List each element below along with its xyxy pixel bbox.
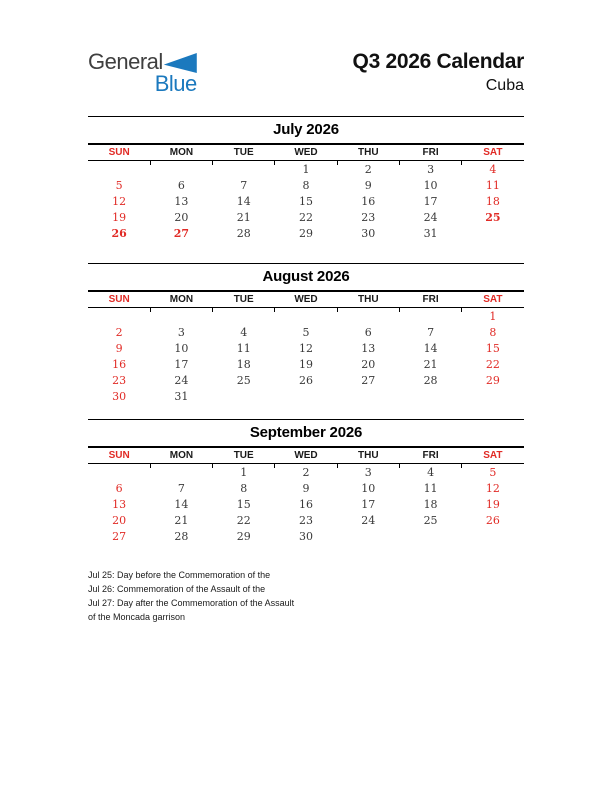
date-cell: 24 xyxy=(423,211,438,224)
column-tick xyxy=(212,161,213,165)
date-cell: 8 xyxy=(489,326,497,339)
date-cell: 1 xyxy=(240,466,248,479)
date-cell: 6 xyxy=(115,482,123,495)
date-cell: 7 xyxy=(177,482,185,495)
date-cell: 5 xyxy=(302,326,310,339)
holiday-note-line: Jul 27: Day after the Commemoration of the Assault xyxy=(88,598,295,608)
page-header xyxy=(88,50,524,95)
date-cell: 14 xyxy=(236,195,251,208)
date-cell: 10 xyxy=(423,179,438,192)
date-cell: 31 xyxy=(423,227,438,240)
date-cell: 21 xyxy=(174,514,189,527)
holiday-note-line: Jul 25: Day before the Commemoration of the xyxy=(88,570,271,580)
month-title: July 2026 xyxy=(88,116,524,143)
empty-cell xyxy=(462,389,524,405)
day-header-sat: SAT xyxy=(483,147,503,158)
holiday-note-line: Jul 26: Commemoration of the Assault of the xyxy=(88,584,266,594)
month-july-2026 xyxy=(88,116,524,242)
empty-cell xyxy=(399,529,461,545)
column-tick xyxy=(337,464,338,468)
column-tick xyxy=(461,161,462,165)
date-cell: 15 xyxy=(236,498,251,511)
date-cell: 22 xyxy=(485,358,500,371)
day-header-wed: WED xyxy=(294,294,318,305)
date-cell: 27 xyxy=(173,227,190,240)
date-cell: 18 xyxy=(485,195,500,208)
date-cell: 25 xyxy=(236,374,251,387)
date-cell: 29 xyxy=(485,374,500,387)
date-cell: 19 xyxy=(112,211,127,224)
date-cell: 5 xyxy=(115,179,123,192)
day-header-sun: SUN xyxy=(108,147,130,158)
empty-cell xyxy=(337,389,399,405)
date-cell: 20 xyxy=(174,211,189,224)
date-cell: 22 xyxy=(298,211,313,224)
date-grid xyxy=(88,308,524,405)
date-cell: 24 xyxy=(174,374,189,387)
logo-triangle-icon xyxy=(164,53,197,73)
date-cell: 18 xyxy=(423,498,438,511)
date-cell: 6 xyxy=(177,179,185,192)
column-tick xyxy=(337,308,338,312)
date-grid xyxy=(88,161,524,242)
date-cell: 3 xyxy=(427,163,435,176)
title-block xyxy=(353,50,524,95)
empty-cell xyxy=(275,389,337,405)
date-grid xyxy=(88,464,524,545)
date-cell: 8 xyxy=(302,179,310,192)
holiday-notes xyxy=(88,568,524,622)
date-cell: 26 xyxy=(298,374,313,387)
day-header-mon: MON xyxy=(169,450,194,461)
date-cell: 28 xyxy=(423,374,438,387)
column-tick xyxy=(399,464,400,468)
day-header-mon: MON xyxy=(169,294,194,305)
date-cell: 3 xyxy=(177,326,185,339)
column-tick xyxy=(212,308,213,312)
date-cell: 23 xyxy=(361,211,376,224)
day-header-thu: THU xyxy=(358,147,379,158)
date-cell: 28 xyxy=(174,530,189,543)
date-cell: 13 xyxy=(112,498,127,511)
date-cell: 26 xyxy=(111,227,127,240)
holiday-note-line-clipped: of the Moncada garrison xyxy=(88,612,186,622)
date-cell: 16 xyxy=(361,195,376,208)
empty-cell xyxy=(213,162,275,178)
date-cell: 17 xyxy=(423,195,438,208)
date-cell: 26 xyxy=(485,514,500,527)
empty-cell xyxy=(275,309,337,325)
date-cell: 22 xyxy=(236,514,251,527)
date-cell: 17 xyxy=(361,498,376,511)
date-cell: 16 xyxy=(298,498,313,511)
column-tick xyxy=(274,308,275,312)
general-blue-logo xyxy=(88,50,197,94)
page-subtitle: Cuba xyxy=(485,77,524,94)
day-header-tue: TUE xyxy=(233,450,254,461)
day-header-tue: TUE xyxy=(233,294,254,305)
day-header-fri: FRI xyxy=(422,147,439,158)
empty-cell xyxy=(88,465,150,481)
date-cell: 8 xyxy=(240,482,248,495)
date-cell: 7 xyxy=(240,179,248,192)
empty-cell xyxy=(150,465,212,481)
column-tick xyxy=(337,161,338,165)
date-cell: 14 xyxy=(423,342,438,355)
month-september-2026 xyxy=(88,419,524,545)
empty-cell xyxy=(88,309,150,325)
date-cell: 23 xyxy=(298,514,313,527)
column-tick xyxy=(274,161,275,165)
date-cell: 11 xyxy=(236,342,251,355)
date-cell: 4 xyxy=(240,326,248,339)
date-cell: 25 xyxy=(485,211,501,224)
date-cell: 4 xyxy=(489,163,497,176)
date-cell: 28 xyxy=(236,227,251,240)
column-tick xyxy=(399,161,400,165)
date-cell: 25 xyxy=(423,514,438,527)
day-header-sun: SUN xyxy=(108,450,130,461)
date-cell: 1 xyxy=(489,310,497,323)
date-cell: 11 xyxy=(423,482,438,495)
date-cell: 13 xyxy=(174,195,189,208)
empty-cell xyxy=(462,529,524,545)
column-tick xyxy=(150,161,151,165)
date-cell: 31 xyxy=(174,390,189,403)
date-cell: 12 xyxy=(298,342,313,355)
date-cell: 15 xyxy=(298,195,313,208)
day-header-mon: MON xyxy=(169,147,194,158)
column-tick xyxy=(150,308,151,312)
date-cell: 29 xyxy=(236,530,251,543)
date-cell: 13 xyxy=(361,342,376,355)
column-tick xyxy=(461,464,462,468)
date-cell: 20 xyxy=(361,358,376,371)
day-header-wed: WED xyxy=(294,147,318,158)
date-cell: 23 xyxy=(112,374,127,387)
column-tick xyxy=(399,308,400,312)
day-header-sat: SAT xyxy=(483,450,503,461)
date-cell: 17 xyxy=(174,358,189,371)
date-cell: 4 xyxy=(427,466,435,479)
logo-text-blue: Blue xyxy=(154,71,197,96)
date-cell: 2 xyxy=(115,326,123,339)
empty-cell xyxy=(88,162,150,178)
date-cell: 9 xyxy=(364,179,372,192)
day-header-thu: THU xyxy=(358,294,379,305)
empty-cell xyxy=(462,226,524,242)
day-of-week-header-row xyxy=(88,143,524,161)
date-cell: 12 xyxy=(485,482,500,495)
day-of-week-header-row xyxy=(88,290,524,308)
column-tick xyxy=(212,464,213,468)
date-cell: 9 xyxy=(302,482,310,495)
date-cell: 6 xyxy=(364,326,372,339)
date-cell: 2 xyxy=(364,163,372,176)
empty-cell xyxy=(150,162,212,178)
date-cell: 3 xyxy=(364,466,372,479)
date-cell: 14 xyxy=(174,498,189,511)
day-header-sun: SUN xyxy=(108,294,130,305)
empty-cell xyxy=(337,309,399,325)
empty-cell xyxy=(213,309,275,325)
page-title: Q3 2026 Calendar xyxy=(352,50,524,73)
empty-cell xyxy=(399,389,461,405)
date-cell: 30 xyxy=(361,227,376,240)
date-cell: 29 xyxy=(298,227,313,240)
empty-cell xyxy=(213,389,275,405)
date-cell: 30 xyxy=(298,530,313,543)
date-cell: 21 xyxy=(423,358,438,371)
date-cell: 7 xyxy=(427,326,435,339)
day-header-sat: SAT xyxy=(483,294,503,305)
column-tick xyxy=(150,464,151,468)
column-tick xyxy=(461,308,462,312)
date-cell: 12 xyxy=(112,195,127,208)
months-container xyxy=(88,116,524,566)
date-cell: 19 xyxy=(298,358,313,371)
date-cell: 5 xyxy=(489,466,497,479)
date-cell: 24 xyxy=(361,514,376,527)
column-tick xyxy=(274,464,275,468)
month-august-2026 xyxy=(88,263,524,405)
date-cell: 2 xyxy=(302,466,310,479)
date-cell: 9 xyxy=(115,342,123,355)
day-header-fri: FRI xyxy=(422,450,439,461)
date-cell: 16 xyxy=(112,358,127,371)
day-header-thu: THU xyxy=(358,450,379,461)
date-cell: 10 xyxy=(361,482,376,495)
date-cell: 18 xyxy=(236,358,251,371)
day-header-wed: WED xyxy=(294,450,318,461)
empty-cell xyxy=(150,309,212,325)
empty-cell xyxy=(337,529,399,545)
day-header-tue: TUE xyxy=(233,147,254,158)
date-cell: 30 xyxy=(112,390,127,403)
month-title: August 2026 xyxy=(88,263,524,290)
date-cell: 27 xyxy=(112,530,127,543)
date-cell: 10 xyxy=(174,342,189,355)
day-header-fri: FRI xyxy=(422,294,439,305)
date-cell: 15 xyxy=(485,342,500,355)
month-title: September 2026 xyxy=(88,419,524,446)
empty-cell xyxy=(399,309,461,325)
date-cell: 21 xyxy=(236,211,251,224)
date-cell: 20 xyxy=(112,514,127,527)
date-cell: 1 xyxy=(302,163,310,176)
date-cell: 11 xyxy=(485,179,500,192)
date-cell: 19 xyxy=(485,498,500,511)
date-cell: 27 xyxy=(361,374,376,387)
day-of-week-header-row xyxy=(88,446,524,464)
logo-text-general: General xyxy=(88,49,163,74)
